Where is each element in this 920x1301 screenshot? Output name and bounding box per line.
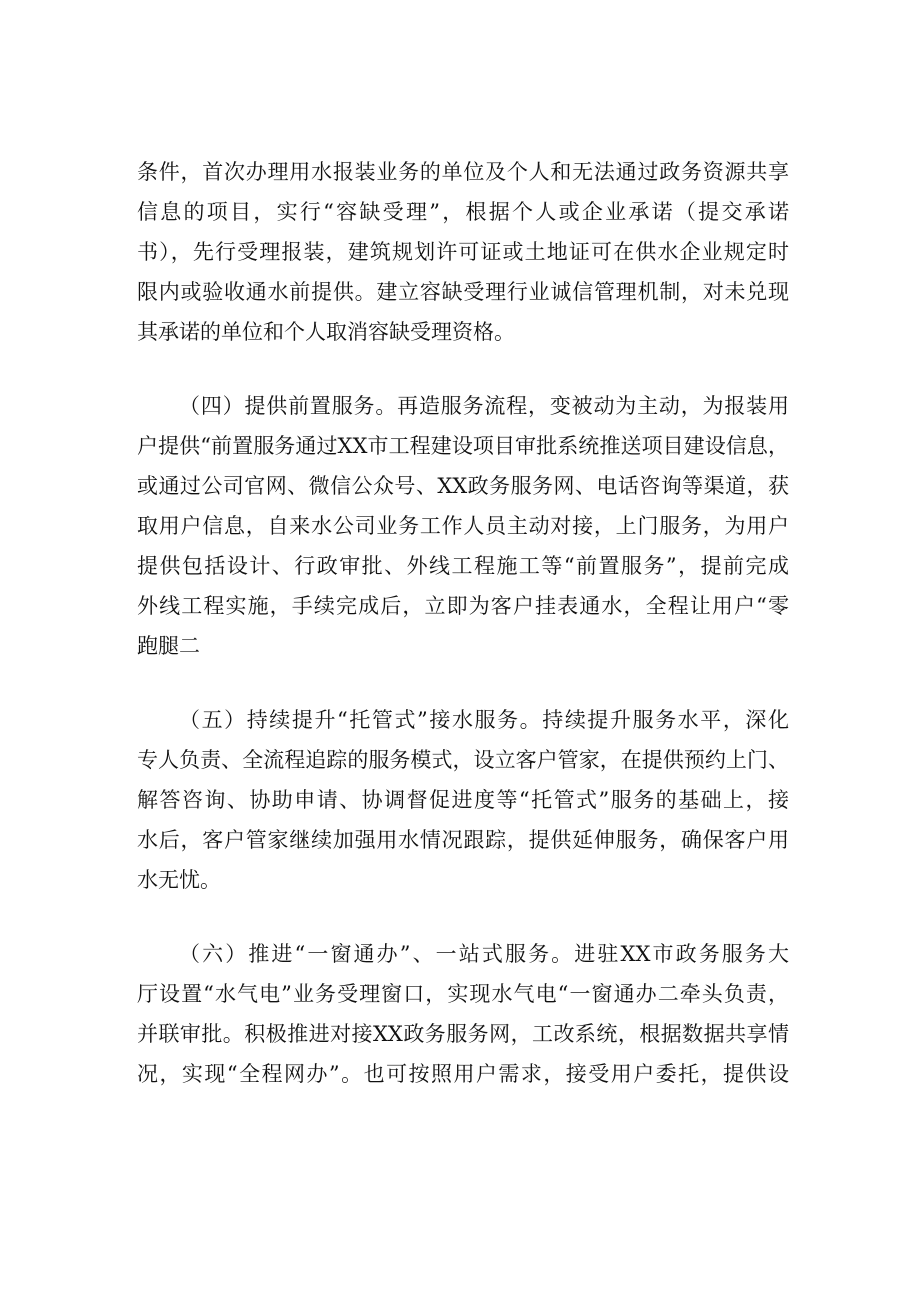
- text-line: （四）提供前置服务。再造服务流程，变被动为主动，为报装用: [179, 394, 789, 418]
- paragraph: [137, 934, 789, 1094]
- text-line: 书），先行受理报装，建筑规划许可证或土地证可在供水企业规定时: [137, 240, 789, 264]
- text-line: （五）持续提升“托管式”接水服务。持续提升服务水平，深化: [179, 708, 789, 732]
- text-line: 并联审批。积极推进对接XX政务服务网，工改系统，根据数据共享情: [137, 1022, 789, 1046]
- paragraph: [137, 700, 789, 900]
- document-body: [137, 152, 789, 1094]
- text-line: （六）推进“一窗通办”、一站式服务。进驻XX市政务服务大: [179, 942, 789, 966]
- paragraph-gap: [137, 666, 789, 700]
- text-line: 限内或验收通水前提供。建立容缺受理行业诚信管理机制，对未兑现: [137, 280, 789, 304]
- paragraph: [137, 386, 789, 666]
- text-line: 取用户信息，自来水公司业务工作人员主动对接，上门服务，为用户: [137, 514, 789, 538]
- text-line: 水无忧。: [137, 868, 221, 892]
- text-line: 况，实现“全程网办”。也可按照用户需求，接受用户委托，提供设: [137, 1062, 789, 1086]
- paragraph-gap: [137, 352, 789, 386]
- text-line: 信息的项目，实行“容缺受理”，根据个人或企业承诺（提交承诺: [137, 200, 789, 224]
- text-line: 户提供“前置服务通过XX市工程建设项目审批系统推送项目建设信息，: [137, 434, 789, 458]
- text-line: 其承诺的单位和个人取消容缺受理资格。: [137, 320, 515, 344]
- text-line: 提供包括设计、行政审批、外线工程施工等“前置服务”，提前完成: [137, 554, 789, 578]
- text-line: 条件，首次办理用水报装业务的单位及个人和无法通过政务资源共享: [137, 160, 789, 184]
- paragraph-gap: [137, 900, 789, 934]
- text-line: 专人负责、全流程追踪的服务模式，设立客户管家，在提供预约上门、: [137, 748, 789, 772]
- text-line: 跑腿二: [137, 634, 200, 658]
- text-line: 外线工程实施，手续完成后，立即为客户挂表通水，全程让用户“零: [137, 594, 789, 618]
- text-line: 厅设置“水气电”业务受理窗口，实现水气电“一窗通办二牵头负责，: [137, 982, 789, 1006]
- text-line: 或通过公司官网、微信公众号、XX政务服务网、电话咨询等渠道，获: [137, 474, 789, 498]
- text-line: 水后，客户管家继续加强用水情况跟踪，提供延伸服务，确保客户用: [137, 828, 789, 852]
- text-line: 解答咨询、协助申请、协调督促进度等“托管式”服务的基础上，接: [137, 788, 789, 812]
- paragraph: [137, 152, 789, 352]
